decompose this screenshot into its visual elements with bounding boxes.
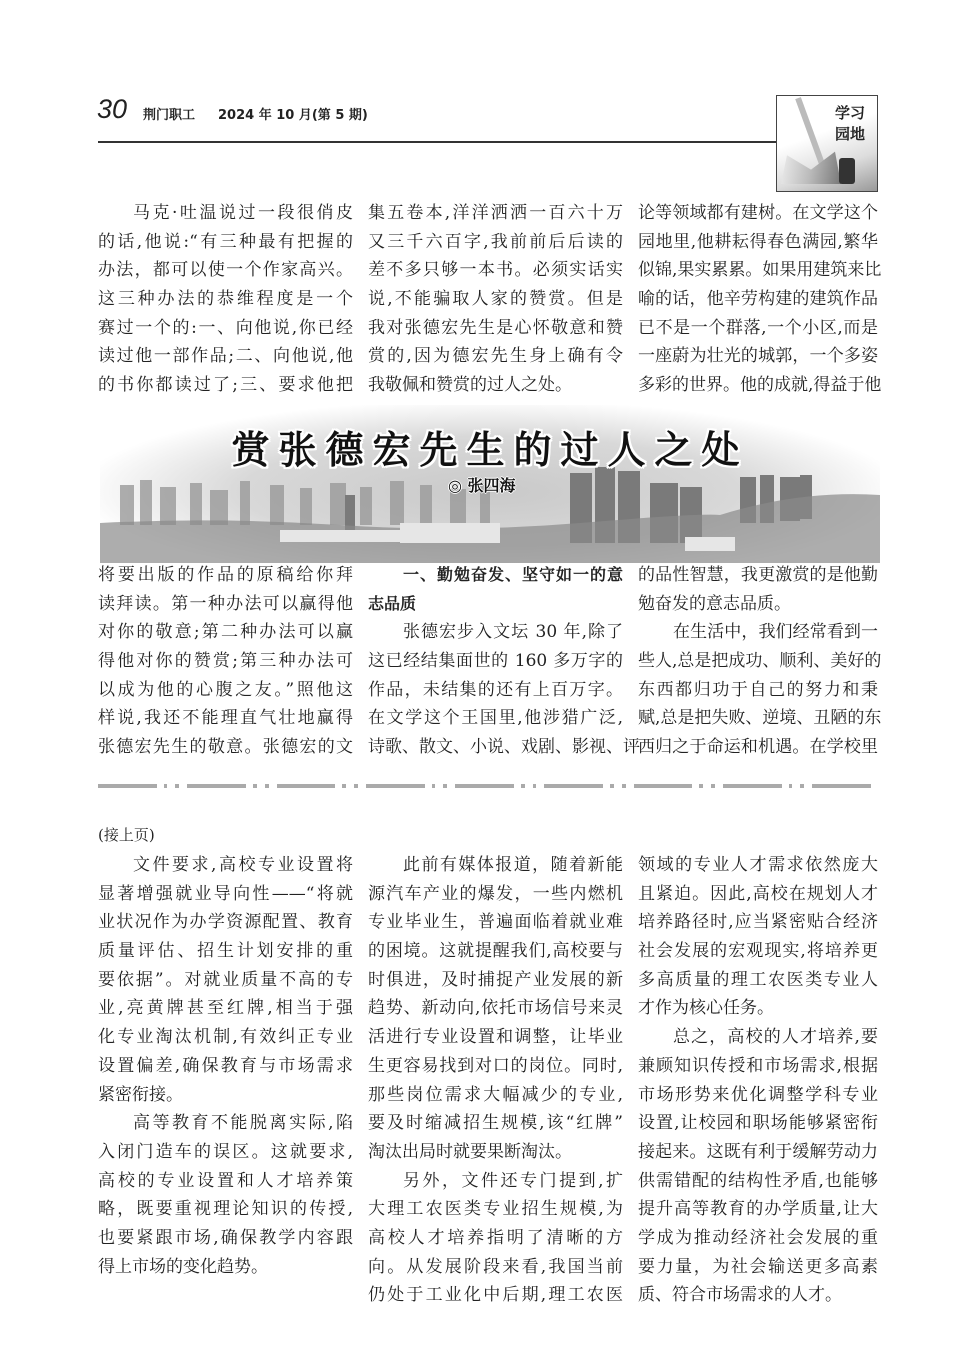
- section-heading-line: 志品质: [368, 593, 417, 613]
- text-line: 设置,让校园和职场能够紧密衔: [638, 1113, 878, 1134]
- text-line: 总之，高校的人才培养,要: [673, 1027, 878, 1048]
- text-line: 源汽车产业的爆发，一些内燃机: [368, 883, 623, 904]
- text-column: [98, 561, 353, 762]
- text-line: 得他对你的赞赏;第三种办法可: [98, 651, 353, 672]
- text-line: 那些岗位需求大幅减少的专业,: [368, 1084, 623, 1105]
- text-line: 作品，未结集的还有上百万字。: [368, 679, 623, 700]
- section-logo-line2: 园地: [835, 125, 866, 143]
- section-logo-line1: 学习: [835, 104, 866, 122]
- text-line: 以成为他的心腹之友。”照他这: [98, 679, 353, 700]
- divider-dot: [521, 784, 525, 788]
- text-line: 得上市场的变化趋势。: [98, 1256, 268, 1277]
- text-line: 说,不能骗取人家的赞赏。但是: [368, 289, 623, 310]
- text-column: [638, 851, 878, 1310]
- divider-dot: [711, 784, 715, 788]
- text-line: 活进行专业设置和调整，让毕业: [368, 1027, 623, 1048]
- text-line: 读过他一部作品;二、向他说,他: [98, 346, 353, 367]
- text-line: 集五卷本,洋洋洒洒一百六十万: [368, 203, 623, 223]
- divider-dot: [342, 784, 346, 788]
- text-line: 高校的专业设置和人才培养策: [98, 1170, 353, 1191]
- text-line: 西归之于命运和机遇。在学校里: [638, 737, 878, 758]
- text-column: [368, 199, 623, 400]
- text-line: 论等领域都有建树。在文学这个: [638, 203, 878, 223]
- section-logo: [776, 95, 878, 192]
- text-line: 勉奋发的意志品质。: [638, 593, 791, 614]
- text-line: 一座蔚为壮光的城郭，一个多姿: [638, 346, 878, 367]
- text-line: 高校人才培养指明了清晰的方: [368, 1227, 623, 1248]
- text-line: 东西都归功于自己的努力和秉: [638, 679, 878, 700]
- text-line: 对你的敬意;第二种办法可以赢: [98, 622, 353, 643]
- divider-dash: [98, 784, 157, 788]
- article-title: 赏张德宏先生的过人之处: [231, 428, 749, 472]
- text-line: 专业毕业生，普遍面临着就业难: [368, 912, 623, 933]
- text-line: 赋,总是把失败、逆境、丑陋的东: [638, 708, 882, 729]
- text-column: [98, 851, 353, 1281]
- text-line: 赛过一个的:一、向他说,你已经: [98, 317, 353, 338]
- divider-dot: [789, 784, 793, 788]
- text-column: [638, 199, 882, 400]
- divider-dot: [443, 784, 447, 788]
- text-line: 园地里,他耕耘得春色满园,繁华: [638, 231, 878, 252]
- page-number: 30: [97, 94, 128, 124]
- divider-dot: [164, 784, 168, 788]
- text-column: [638, 561, 882, 762]
- text-line: 略，既要重视理论知识的传授,: [98, 1199, 353, 1220]
- text-line: 社会发展的宏观现实,将培养更: [638, 941, 878, 962]
- issue-date: 2024 年 10 月(第 5 期): [218, 108, 368, 123]
- text-line: 且紧迫。因此,高校在规划人才: [638, 883, 878, 904]
- text-line: 在文学这个王国里,他涉猎广泛,: [368, 708, 623, 729]
- text-line: 诗歌、散文、小说、戏剧、影视、评: [368, 737, 640, 758]
- text-line: 向。从发展阶段来看,我国当前: [368, 1256, 623, 1277]
- text-line: 供需错配的结构性矛盾,也能够: [638, 1170, 878, 1191]
- continued-label: (接上页): [98, 826, 155, 844]
- divider-dash: [187, 784, 246, 788]
- text-line: 这三种办法的恭维程度是一个: [98, 289, 353, 310]
- text-line: 紧密衔接。: [98, 1084, 183, 1105]
- text-line: 业状况作为办学资源配置、教育: [98, 912, 353, 933]
- text-line: 另外，文件还专门提到,扩: [403, 1170, 623, 1191]
- text-line: 办法，都可以使一个作家高兴。: [98, 260, 353, 281]
- text-line: 学成为推动经济社会发展的重: [638, 1227, 878, 1248]
- text-line: 此前有媒体报道，随着新能: [403, 855, 623, 875]
- text-line: 兼顾知识传授和市场需求,根据: [638, 1055, 878, 1076]
- text-line: 的品性智慧，我更激赏的是他勤: [638, 565, 878, 585]
- section-heading-line: 一、勤勉奋发、坚守如一的意: [403, 565, 623, 584]
- divider-dot: [175, 784, 179, 788]
- divider-dot: [265, 784, 269, 788]
- divider-dot: [800, 784, 804, 788]
- text-line: 我敬佩和赞赏的过人之处。: [368, 375, 572, 396]
- text-line: 趋势、新动向,依托市场信号来灵: [368, 998, 623, 1019]
- text-line: 又三千六百字,我前前后后读的: [368, 231, 623, 252]
- text-line: 我对张德宏先生是心怀敬意和赞: [368, 317, 623, 338]
- text-line: 质量评估、招生计划安排的重: [98, 941, 353, 962]
- text-line: 仍处于工业化中后期,理工农医: [368, 1285, 623, 1306]
- text-line: 多高质量的理工农医类专业人: [638, 969, 878, 990]
- divider-dash: [634, 784, 693, 788]
- text-line: 时俱进，及时捕捉产业发展的新: [368, 969, 623, 990]
- text-line: 喻的话，他辛劳构建的建筑作品: [638, 289, 878, 310]
- divider-dot: [533, 784, 537, 788]
- text-line: 样说,我还不能理直气壮地赢得: [98, 708, 353, 729]
- divider-dash: [544, 784, 603, 788]
- text-line: 些人,总是把成功、顺利、美好的: [638, 651, 882, 672]
- text-line: 多彩的世界。他的成就,得益于他: [638, 375, 882, 396]
- text-line: 质、符合市场需求的人才。: [638, 1285, 842, 1306]
- article-author: ◎ 张四海: [448, 476, 516, 495]
- magazine-name: 荆门职工: [143, 108, 196, 123]
- text-line: 提升高等教育的办学质量,让大: [638, 1199, 878, 1220]
- text-line: 的书你都读过了;三、要求他把: [98, 375, 353, 396]
- text-line: 读拜读。第一种办法可以赢得他: [98, 593, 353, 614]
- divider-dot: [432, 784, 436, 788]
- text-line: 的困境。这就提醒我们,高校要与: [368, 941, 623, 962]
- text-line: 差不多只够一本书。必须实话实: [368, 260, 623, 281]
- divider-dot: [610, 784, 614, 788]
- text-line: 培养路径时,应当紧密贴合经济: [638, 912, 878, 933]
- text-line: 在生活中，我们经常看到一: [673, 622, 878, 643]
- text-line: 将要出版的作品的原稿给你拜: [98, 565, 353, 585]
- text-line: 领域的专业人才需求依然庞大: [638, 855, 878, 875]
- header-rule: [98, 141, 776, 143]
- divider-dash: [455, 784, 514, 788]
- text-line: 的话,他说:“有三种最有把握的: [98, 231, 353, 252]
- text-line: 马克·吐温说过一段很俏皮: [133, 203, 353, 223]
- text-line: 已不是一个群落,一个小区,而是: [638, 317, 878, 338]
- divider-dash: [723, 784, 782, 788]
- text-line: 高等教育不能脱离实际,陷: [133, 1113, 353, 1134]
- text-line: 也要紧跟市场,确保教学内容跟: [98, 1227, 353, 1248]
- open-book-icon: [781, 148, 841, 184]
- text-column: [98, 199, 353, 400]
- text-line: 大理工农医类专业招生规模,为: [368, 1199, 623, 1220]
- text-line: 要力量，为社会输送更多高素: [638, 1256, 878, 1277]
- divider-dash: [812, 784, 871, 788]
- text-line: 张德宏步入文坛 30 年,除了: [403, 622, 623, 643]
- text-line: 市场形势来优化调整学科专业: [638, 1084, 878, 1105]
- text-line: 要及时缩减招生规模,该“红牌”: [368, 1113, 623, 1134]
- text-line: 赏的,因为德宏先生身上确有令: [368, 346, 623, 367]
- quill-icon: [795, 97, 825, 165]
- text-line: 入闭门造车的误区。这就要求,: [98, 1141, 353, 1162]
- text-column: [368, 561, 640, 762]
- text-line: 生更容易找到对口的岗位。同时,: [368, 1055, 623, 1076]
- text-line: 设置偏差,确保教育与市场需求: [98, 1055, 353, 1076]
- divider-dash: [366, 784, 425, 788]
- ink-bottle-icon: [839, 158, 855, 184]
- text-line: 要依据”。对就业质量不高的专: [98, 969, 353, 990]
- text-line: 业,亮黄牌甚至红牌,相当于强: [98, 998, 353, 1019]
- article-title-banner: [100, 405, 880, 563]
- text-line: 似锦,果实累累。如果用建筑来比: [638, 260, 882, 281]
- text-line: 张德宏先生的敬意。张德宏的文: [98, 737, 353, 758]
- text-line: 淘汰出局时就要果断淘汰。: [368, 1141, 572, 1162]
- text-column: [368, 851, 623, 1310]
- divider-dot: [622, 784, 626, 788]
- text-line: 才作为核心任务。: [638, 998, 774, 1019]
- divider-dot: [253, 784, 257, 788]
- divider-dash: [277, 784, 336, 788]
- text-line: 化专业淘汰机制,有效纠正专业: [98, 1027, 353, 1048]
- divider-dot: [699, 784, 703, 788]
- divider-dot: [354, 784, 358, 788]
- text-line: 显著增强就业导向性——“将就: [98, 883, 353, 904]
- text-line: 这已经结集面世的 160 多万字的: [368, 651, 623, 672]
- text-line: 接起来。这既有利于缓解劳动力: [638, 1141, 878, 1162]
- section-divider: [98, 784, 878, 788]
- text-line: 文件要求,高校专业设置将: [133, 855, 353, 875]
